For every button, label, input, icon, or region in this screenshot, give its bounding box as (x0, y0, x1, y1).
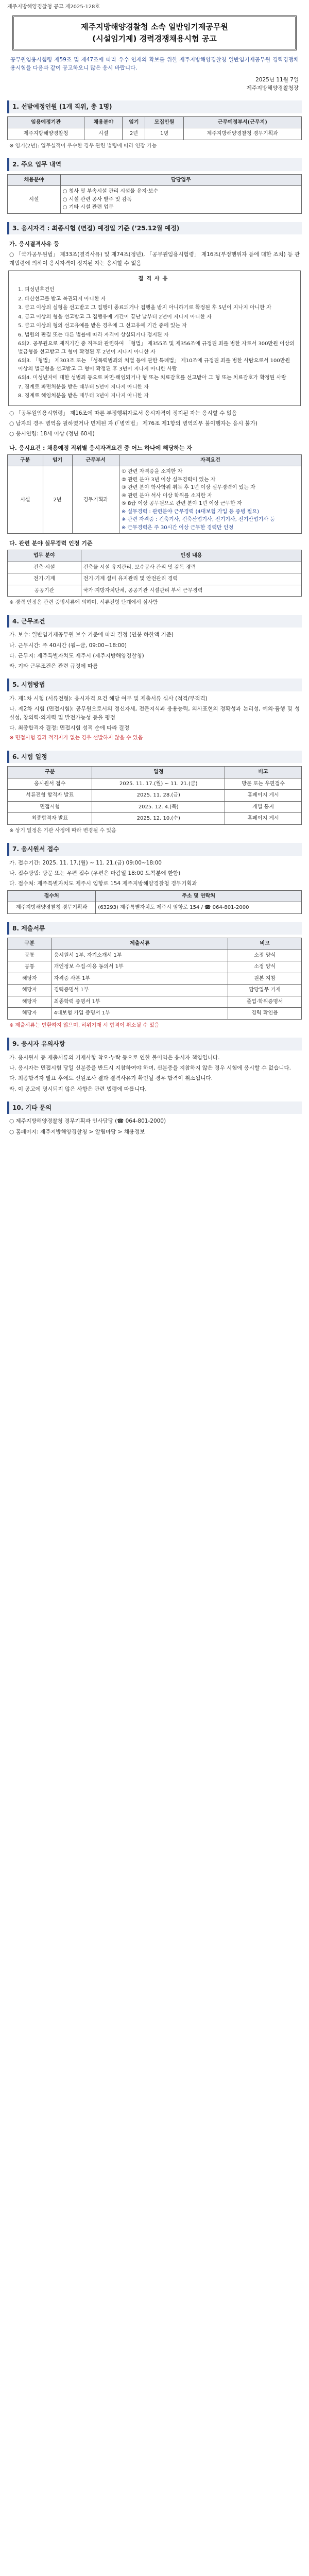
table-header: 인정 내용 (81, 550, 301, 562)
list-item: 가. 제1차 시험 (서류전형): 응시자격 요건 해당 여부 및 제출서류 심사 (적격/부적격) (9, 696, 208, 702)
table-header: 주소 및 연락처 (96, 890, 302, 902)
table-row (8, 790, 302, 802)
title-box (12, 15, 297, 51)
schedule-table (7, 766, 302, 825)
table-row (8, 466, 302, 534)
table-header-row (8, 550, 302, 562)
requirement-item: ④ 관련 분야 석사 이상 학위를 소지한 자 (121, 493, 213, 499)
table-header: 비고 (225, 767, 302, 778)
table-header: 임용예정기관 (8, 116, 84, 128)
requirement-note: ※ 근무경력은 주 30시간 이상 근무한 경력만 인정 (121, 524, 234, 531)
table-header-row (8, 767, 302, 778)
table-header: 임기 (43, 454, 72, 466)
table-header: 일정 (92, 767, 225, 778)
table-cell: 2025. 11. 17.(월) ~ 11. 21.(금) (92, 778, 225, 790)
table-header: 근무예정부서(근무지) (183, 116, 301, 128)
list-item: 6. 법원의 판결 또는 다른 법률에 따라 자격이 상실되거나 정지된 자 (18, 332, 169, 338)
table-cell: 건축·시설 (8, 562, 81, 573)
paragraph: ○ 응시연령: 18세 이상 (정년 60세) (9, 431, 95, 437)
experience-table (7, 550, 302, 597)
requirement-note: ※ 관련 자격증 : 건축기사, 건축산업기사, 전기기사, 전기산업기사 등 (121, 517, 275, 523)
list-item: 6의4. 미성년자에 대한 성범죄 등으로 파면·해임되거나 형 또는 치료감호를 선고받아 그 형 또는 치료감호가 확정된 사람 (18, 375, 286, 381)
table-cell: 공공기관 (8, 585, 81, 597)
table-cell: 담당업무 기재 (228, 985, 302, 996)
table-row (8, 961, 302, 973)
table-header-row (8, 454, 302, 466)
table-row (8, 813, 302, 825)
table-cell: 2025. 12. 4.(목) (92, 801, 225, 813)
table-cell: 경무기획과 (72, 466, 119, 534)
table-cell: 2025. 11. 28.(금) (92, 790, 225, 802)
title-line-2: (시설임기제) 경력경쟁채용시험 공고 (92, 33, 217, 43)
notice-number: 제주지방해양경찰청 공고 제2025-128호 (7, 4, 100, 10)
duty-item: ○ 기타 시설 관련 업무 (62, 205, 114, 211)
table-cell: 시설 (84, 128, 123, 140)
table-cell: 제주지방해양경찰청 (8, 128, 84, 140)
table-header: 접수처 (8, 890, 96, 902)
list-item: 3. 금고 이상의 실형을 선고받고 그 집행이 종료되거나 집행을 받지 아니하기로 확정된 후 5년이 지나지 아니한 자 (18, 305, 271, 311)
table-cell: 시설 (8, 186, 61, 214)
table-header-row (8, 116, 302, 128)
table-row (8, 950, 302, 961)
table-cell: 응시원서 1부, 자기소개서 1부 (52, 950, 228, 961)
table-header: 구분 (8, 938, 52, 950)
notice-date: 2025년 11월 7일 (255, 76, 299, 83)
requirement-item: ⑤ 8급 이상 공무원으로 관련 분야 1년 이상 근무한 자 (121, 501, 242, 507)
table-row (8, 902, 302, 914)
section-5-note: ※ 면접시험 결과 적격자가 없는 경우 선발하지 않을 수 있음 (9, 735, 143, 741)
list-item: 가. 접수기간: 2025. 11. 17.(월) ~ 11. 21.(금) 09:00~18:00 (9, 859, 162, 866)
table-header: 업무 분야 (8, 550, 81, 562)
table-row (8, 778, 302, 790)
requirements-cell (119, 466, 301, 534)
table-cell: 국가·지방자치단체, 공공기관 시설관리 부서 근무경력 (81, 585, 301, 597)
table-cell: 자격증 사본 1부 (52, 973, 228, 985)
table-row (8, 186, 302, 214)
application-office-table (7, 890, 302, 914)
title-line-1: 제주지방해양경찰청 소속 일반임기제공무원 (81, 22, 228, 31)
table-cell: 홈페이지 게시 (225, 790, 302, 802)
requirement-item: ① 관련 자격증을 소지한 자 (121, 469, 183, 475)
table-header: 자격요건 (119, 454, 301, 466)
list-item: 라. 이 공고에 명시되지 않은 사항은 관련 법령에 따릅니다. (9, 1086, 147, 1092)
list-item: 가. 응시원서 등 제출서류의 기재사항 착오·누락 등으로 인한 불이익은 응시자 책임입니다. (9, 1054, 220, 1061)
table-cell: 제주지방해양경찰청 경무기획과 (8, 902, 96, 914)
table-cell: 2년 (123, 128, 145, 140)
table-cell: 시설 (8, 466, 43, 534)
table-header: 임기 (123, 116, 145, 128)
section-title-6: 6. 시험 일정 (7, 751, 302, 764)
requirement-item: ② 관련 분야 3년 이상 실무경력이 있는 자 (121, 477, 216, 483)
list-item: 나. 제2차 시험 (면접시험): 공무원으로서의 정신자세, 전문지식과 응용능력, 의사표현의 정확성과 논리성, 예의·품행 및 성실성, 창의력·의지력 및 발전가능성 등을 평정 (9, 706, 300, 721)
disqualification-box (8, 270, 301, 406)
section-title-8: 8. 제출서류 (7, 922, 302, 935)
list-item: 7. 징계로 파면처분을 받은 때부터 5년이 지나지 아니한 자 (18, 384, 149, 390)
duty-item: ○ 청사 및 부속시설 관리 시설물 유지·보수 (62, 189, 159, 195)
list-item: ○ 홈페이지: 제주지방해양경찰청 > 알림마당 > 채용정보 (9, 1128, 145, 1135)
table-header: 제출서류 (52, 938, 228, 950)
paragraph: ○ 「공무원임용시험령」 제16조에 따른 부정행위자로서 응시자격이 정지된 자는 응시할 수 없음 (9, 410, 237, 416)
table-row (8, 585, 302, 597)
disqualification-list (14, 286, 295, 400)
section-title-2: 2. 주요 업무 내역 (7, 158, 302, 171)
table-row (8, 573, 302, 585)
table-cell: 소정 양식 (228, 950, 302, 961)
table-cell: 최종합격자 발표 (8, 813, 92, 825)
list-item: 4. 금고 이상의 형을 선고받고 그 집행유예 기간이 끝난 날부터 2년이 지나지 아니한 자 (18, 314, 212, 320)
table-cell: 졸업·학위증명서 (228, 996, 302, 1008)
table-header: 구분 (8, 454, 43, 466)
requirements-table (7, 454, 302, 534)
documents-note: ※ 제출서류는 반환하지 않으며, 허위기재 시 합격이 취소될 수 있음 (9, 1022, 160, 1028)
table-cell: 서류전형 합격자 발표 (8, 790, 92, 802)
section-title-3: 3. 응시자격 : 최종시험 (면접) 예정일 기준 (’25.12월 예정) (7, 222, 302, 235)
subsection-title: 다. 관련 분야 실무경력 인정 기준 (9, 540, 93, 547)
paragraph: ○ 남자의 경우 병역을 필하였거나 면제된 자 (「병역법」 제76조 제1항의 병역의무 불이행자는 응시 불가) (9, 420, 258, 427)
intro-text: 공무원임용시험령 제59조 및 제47조에 따라 우수 인재의 확보를 위한 제주지방해양경찰청 일반임기제공무원 경력경쟁채용시험을 다음과 같이 공고하오니 많은 응시 바랍니다. (10, 57, 299, 72)
table-row (8, 1008, 302, 1020)
experience-note: ※ 경력 인정은 관련 증빙서류에 의하며, 서류전형 단계에서 심사함 (9, 600, 158, 606)
list-item: 1. 피성년후견인 (18, 287, 55, 293)
table-cell: 해당자 (8, 973, 52, 985)
table-cell: 해당자 (8, 985, 52, 996)
table-cell: 홈페이지 게시 (225, 813, 302, 825)
table-cell: 제주지방해양경찰청 경무기획과 (183, 128, 301, 140)
list-item: 다. 최종합격자 결정: 면접시험 성적 순에 따라 결정 (9, 724, 130, 731)
table-cell: 경력증명서 1부 (52, 985, 228, 996)
section-title-9: 9. 응시자 유의사항 (7, 1038, 302, 1050)
table-cell: 해당자 (8, 1008, 52, 1020)
section-title-1: 1. 선발예정인원 (1개 직위, 총 1명) (7, 100, 302, 113)
table-header-row (8, 938, 302, 950)
table-cell: 전기·기계 설비 유지관리 및 안전관리 경력 (81, 573, 301, 585)
table-header: 근무부서 (72, 454, 119, 466)
duty-item: ○ 시설 관련 공사 발주 및 감독 (62, 196, 132, 202)
table-cell: 소정 양식 (228, 961, 302, 973)
table-cell: 원본 지참 (228, 973, 302, 985)
table-cell: 개인정보 수집·이용 동의서 1부 (52, 961, 228, 973)
table-header: 채용분야 (84, 116, 123, 128)
table-cell: 2년 (43, 466, 72, 534)
table-row (8, 562, 302, 573)
notice-signer: 제주지방해양경찰청장 (246, 84, 299, 91)
table-row (8, 801, 302, 813)
table-cell: 1명 (145, 128, 183, 140)
table-cell: 면접시험 (8, 801, 92, 813)
table-cell: 4대보험 가입 증명서 1부 (52, 1008, 228, 1020)
table-cell: 개별 통지 (225, 801, 302, 813)
table-cell: 공통 (8, 961, 52, 973)
list-item: 6의2. 공무원으로 재직기간 중 직무와 관련하여 「형법」 제355조 및 제356조에 규정된 죄를 범한 자로서 300만원 이상의 벌금형을 선고받고 그 형이 확정된 후 2년이 지나지 아니한 자 (18, 341, 295, 355)
list-item: 나. 근무시간: 주 40시간 (월~금, 09:00~18:00) (9, 642, 127, 649)
list-item: 다. 근무지: 제주특별자치도 제주시 (제주지방해양경찰청) (9, 652, 144, 659)
list-item: 다. 접수처: 제주특별자치도 제주시 임항로 154 제주지방해양경찰청 경무기획과 (9, 880, 197, 887)
documents-table (7, 938, 302, 1020)
list-item: 8. 징계로 해임처분을 받은 때부터 3년이 지나지 아니한 자 (18, 393, 149, 399)
table-cell: 방문 또는 우편접수 (225, 778, 302, 790)
positions-table (7, 116, 302, 140)
table-header: 구분 (8, 767, 92, 778)
schedule-note: ※ 상기 일정은 기관 사정에 따라 변경될 수 있음 (9, 827, 116, 834)
table-header-row (8, 174, 302, 186)
table-header: 담당업무 (60, 174, 301, 186)
list-item: 다. 최종합격자 발표 후에도 신원조사 결과 결격사유가 확인될 경우 합격이 취소됩니다. (9, 1075, 213, 1082)
list-item: 2. 파산선고를 받고 복권되지 아니한 자 (18, 296, 106, 302)
list-item: 5. 금고 이상의 형의 선고유예를 받은 경우에 그 선고유예 기간 중에 있는 자 (18, 323, 187, 329)
table-cell: 경력 확인용 (228, 1008, 302, 1020)
requirement-note: ※ 실무경력 : 관련분야 근무경력 (4대보험 가입 등 증빙 필요) (121, 509, 260, 515)
section-title-10: 10. 기타 문의 (7, 1101, 302, 1114)
table-cell: (63293) 제주특별자치도 제주시 임항로 154 / ☎ 064-801-2000 (96, 902, 302, 914)
paragraph: ○ 「국가공무원법」 제33조(결격사유) 및 제74조(정년), 「공무원임용시험령」 제16조(부정행위자 등에 대한 조치) 등 관계법령에 의하여 응시자격이 정지된 자는 응시할 수 없음 (9, 251, 300, 266)
subsection-title: 가. 응시결격사유 등 (9, 241, 59, 248)
table-cell: 응시원서 접수 (8, 778, 92, 790)
section-title-7: 7. 응시원서 접수 (7, 843, 302, 856)
list-item: 6의3. 「형법」 제303조 또는 「성폭력범죄의 처벌 등에 관한 특례법」 제10조에 규정된 죄를 범한 사람으로서 100만원 이상의 벌금형을 선고받고 그 형이 확정된 후 3년이 지나지 아니한 사람 (18, 358, 290, 372)
list-item: ○ 제주지방해양경찰청 경무기획과 인사담당 (☎ 064-801-2000) (9, 1118, 166, 1125)
table-cell: 공통 (8, 950, 52, 961)
table-cell: 전기·기계 (8, 573, 81, 585)
table-cell: 해당자 (8, 996, 52, 1008)
list-item: 라. 기타 근무조건은 관련 규정에 따름 (9, 663, 98, 670)
table-header: 모집인원 (145, 116, 183, 128)
requirement-item: ③ 관련 분야 학사학위 취득 후 1년 이상 실무경력이 있는 자 (121, 485, 255, 491)
list-item: 나. 응시자는 면접시험 당일 신분증을 반드시 지참하여야 하며, 신분증을 지참하지 않은 경우 시험에 응시할 수 없습니다. (9, 1065, 291, 1072)
list-item: 가. 보수: 일반임기제공무원 보수 기준에 따라 결정 (연봉 하한액 기준) (9, 632, 174, 638)
table-cell: 최종학력 증명서 1부 (52, 996, 228, 1008)
table-header: 채용분야 (8, 174, 61, 186)
duties-cell (60, 186, 301, 214)
table-row (8, 973, 302, 985)
table-row (8, 996, 302, 1008)
box-title: 결격사유 (138, 276, 171, 282)
section-title-4: 4. 근무조건 (7, 615, 302, 628)
table-header: 비고 (228, 938, 302, 950)
table-cell: 2025. 12. 10.(수) (92, 813, 225, 825)
table-header-row (8, 890, 302, 902)
section-title-5: 5. 시험방법 (7, 679, 302, 691)
section-1-note: ※ 임기(2년): 업무실적이 우수한 경우 관련 법령에 따라 연장 가능 (9, 143, 157, 149)
table-row (8, 985, 302, 996)
table-row (8, 128, 302, 140)
subsection-title: 나. 응시요건 : 채용예정 직위별 응시자격요건 중 어느 하나에 해당하는 자 (9, 444, 193, 451)
duties-table (7, 174, 302, 214)
list-item: 나. 접수방법: 방문 또는 우편 접수 (우편은 마감일 18:00 도착분에 한함) (9, 870, 181, 877)
table-cell: 건축물 시설 유지관리, 보수공사 관리 및 감독 경력 (81, 562, 301, 573)
